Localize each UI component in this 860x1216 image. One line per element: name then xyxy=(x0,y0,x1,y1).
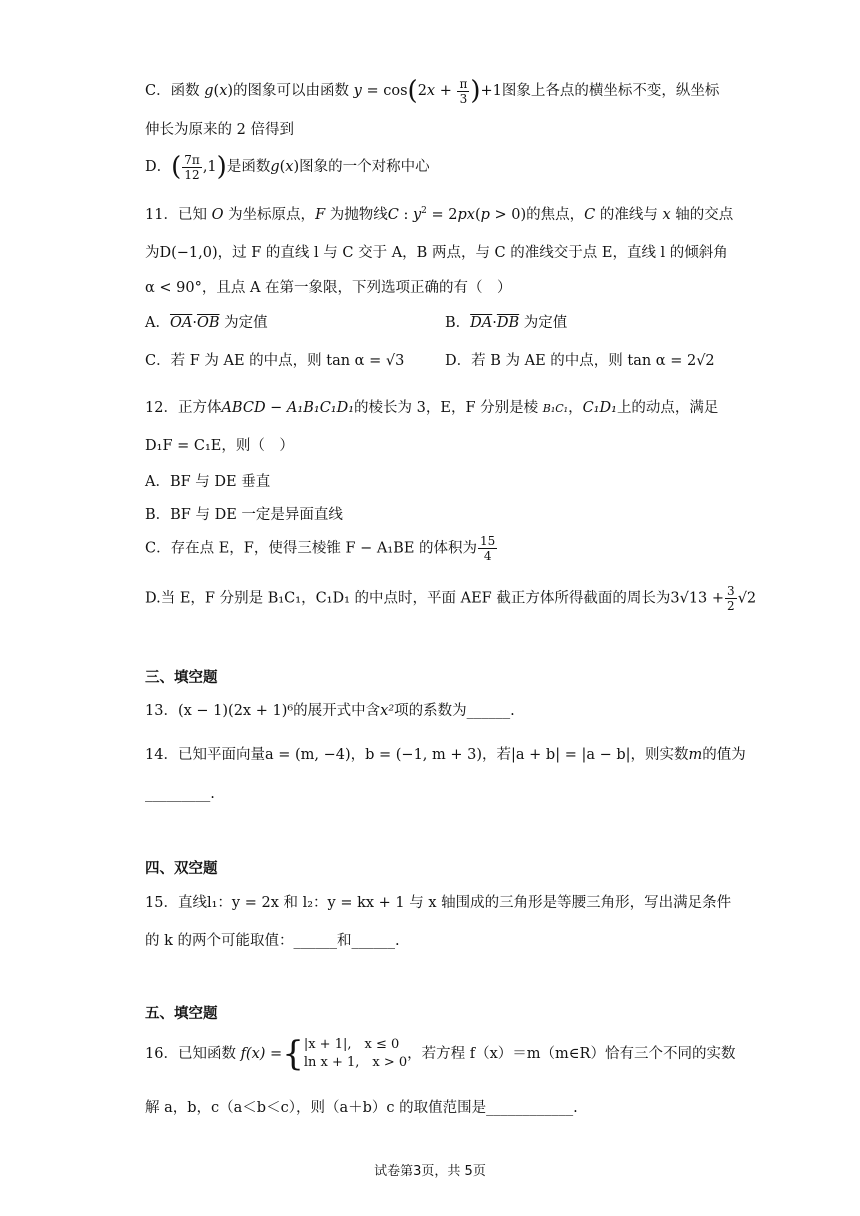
math: √2 xyxy=(737,590,757,607)
text: ，若方程 f（x）＝m（m∈R）恰有三个不同的实数 xyxy=(407,1046,736,1062)
math: B₁C₁ xyxy=(542,402,569,415)
q10-option-c-line1: C．函数 g(x)的图象可以由函数 y = cos(2x + $\frac{\pi}{3}$ )+1图象上各点的横坐标不变，纵坐标 xyxy=(145,76,720,106)
q15-line2: 的 k 的两个可能取值：______和______. xyxy=(145,933,400,949)
text: 的准线与 xyxy=(599,207,658,223)
section-heading: 五、填空题 xyxy=(145,1006,218,1022)
q12-option-c xyxy=(145,534,498,563)
math: ABCD − A₁B₁C₁D₁ xyxy=(221,400,355,416)
page-footer: 试卷第3页，共 5页 xyxy=(374,1164,486,1179)
q12-option-d xyxy=(145,584,756,613)
math: tan α = 2√2 xyxy=(627,353,715,369)
section-heading: 三、填空题 xyxy=(145,670,218,686)
q11-line1: 11．已知 O 为坐标原点，F 为抛物线C : $y^2 = 2px(p > 0)$的焦点，C 的准线与 x 轴的交点 xyxy=(145,206,734,223)
text: 的值为 xyxy=(702,747,746,763)
vector-a: a = (m, −4) xyxy=(264,747,351,763)
q11-option-a: A．$\overline{OA}\cdot\overline{OB}$ 为定值 xyxy=(145,315,268,331)
q11-option-d xyxy=(445,349,715,370)
math: (x − 1)(2x + 1)⁶ xyxy=(177,703,294,719)
section-heading: 四、双空题 xyxy=(145,861,218,877)
text: 的棱长为 3，E，F 分别是棱 xyxy=(354,400,539,416)
math: x² xyxy=(380,703,395,719)
text: D．若 B 为 AE 的中点，则 xyxy=(445,353,623,369)
fraction: $\frac{15}{4}$ xyxy=(480,534,496,563)
text: 的图象可以由函数 xyxy=(233,83,350,99)
q12-line1 xyxy=(145,396,718,417)
text: 为抛物线 xyxy=(329,207,388,223)
text: 项的系数为______. xyxy=(394,703,515,719)
q11-line3: α < 90°，且点 A 在第一象限，下列选项正确的有（ ） xyxy=(145,280,512,296)
math: f(x) = xyxy=(240,1046,283,1062)
piecewise-cases: |x + 1|, x ≤ 0 ln x + 1, x > 0 xyxy=(303,1037,408,1070)
fraction: $\frac{\pi}{3}$ xyxy=(459,76,468,106)
text: D． xyxy=(145,159,172,175)
q14-line2: _________. xyxy=(145,786,215,802)
q16-line1: 16．已知函数 f(x) ={ |x + 1|, x ≤ 0 ln x + 1, x > 0 ，若方程 f（x）＝m（m∈R）恰有三个不同的实数 xyxy=(145,1034,736,1074)
text: +1图象上各点的横坐标不变，纵坐标 xyxy=(480,83,720,99)
text: 图象的一个对称中心 xyxy=(299,159,430,175)
math: C₁D₁ xyxy=(582,400,617,416)
text: B． xyxy=(445,315,471,331)
q12-option-b: B．BF 与 DE 一定是异面直线 xyxy=(145,507,343,523)
text: C．若 F 为 AE 的中点，则 xyxy=(145,353,322,369)
text: C．函数 xyxy=(145,83,200,99)
q10-option-d: D．( $\frac{7\pi}{12}$ ,1)是函数g(x)图象的一个对称中心 xyxy=(145,152,430,182)
q13 xyxy=(145,699,515,720)
text: 11．已知 xyxy=(145,207,207,223)
math: |a + b| = |a − b| xyxy=(511,747,631,763)
math: 3√13 + xyxy=(670,590,725,607)
text: 16．已知函数 xyxy=(145,1046,236,1062)
text: 12．正方体 xyxy=(145,400,222,416)
q10-option-c-line2: 伸长为原来的 2 倍得到 xyxy=(145,122,294,138)
vector-b: b = (−1, m + 3) xyxy=(365,747,483,763)
text: C．存在点 E，F，使得三棱锥 F − A₁BE 的体积为 xyxy=(145,540,478,557)
text: ， xyxy=(568,400,583,416)
q14-line1: 14．已知平面向量a = (m, −4)，b = (−1, m + 3)，若|a + b| = |a − b|，则实数m的值为 xyxy=(145,747,746,763)
text: ，则实数 xyxy=(630,747,689,763)
math: tan α = √3 xyxy=(326,353,405,369)
fraction: $\frac{3}{2}$ xyxy=(727,584,735,613)
text: 13． xyxy=(145,703,178,719)
q16-line2: 解 a，b，c（a＜b＜c），则（a＋b）c 的取值范围是____________. xyxy=(145,1100,578,1116)
text: 的展开式中含 xyxy=(293,703,381,719)
text: 为坐标原点， xyxy=(228,207,316,223)
text: 为定值 xyxy=(523,315,568,331)
text: A． xyxy=(145,315,170,331)
text: 是函数 xyxy=(226,159,271,175)
text: 14．已知平面向量 xyxy=(145,747,265,763)
math: m xyxy=(688,747,703,763)
text: 上的动点，满足 xyxy=(616,400,719,416)
q12-option-a: A．BF 与 DE 垂直 xyxy=(145,474,271,490)
fraction: $\frac{7\pi}{12}$ xyxy=(184,152,200,182)
text: D.当 E，F 分别是 B₁C₁，C₁D₁ 的中点时，平面 AEF 截正方体所得截面的周长为 xyxy=(145,590,671,607)
text: 为定值 xyxy=(224,315,268,331)
q11-option-c xyxy=(145,349,404,370)
text: 轴的交点 xyxy=(675,207,734,223)
text: ，若 xyxy=(482,747,512,763)
q12-line2: D₁F = C₁E，则（ ） xyxy=(145,438,294,454)
q15-line1 xyxy=(145,891,731,912)
q11-line2: 为D(−1,0)，过 F 的直线 l 与 C 交于 A，B 两点，与 C 的准线交于点 E，直线 l 的倾斜角 xyxy=(145,245,728,261)
text: 15．直线 xyxy=(145,895,207,911)
text: 的焦点， xyxy=(526,207,585,223)
q11-option-b: B．$\overline{DA}\cdot\overline{DB}$ 为定值 xyxy=(445,315,568,331)
text: l₁：y = 2x 和 l₂：y = kx + 1 与 x 轴围成的三角形是等腰三角形，写出满足条件 xyxy=(206,895,732,911)
